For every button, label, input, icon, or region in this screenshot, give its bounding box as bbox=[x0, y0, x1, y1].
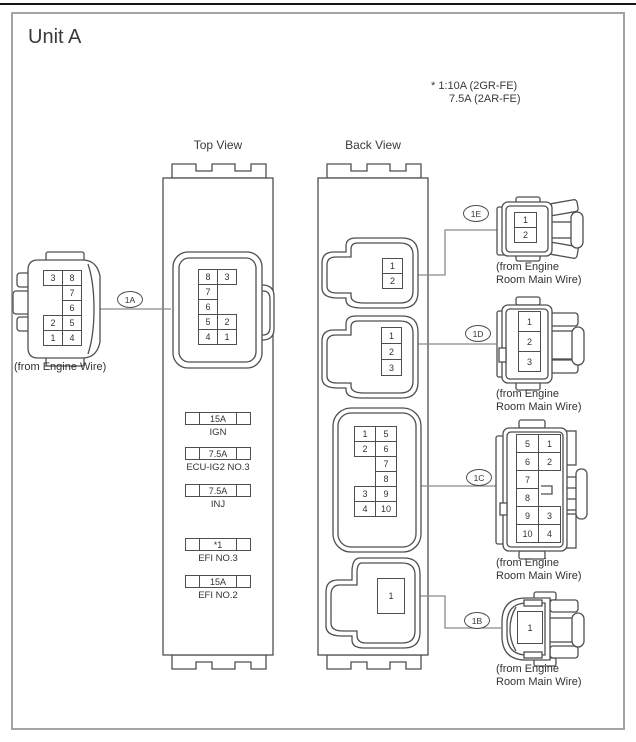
pin-8: 8 bbox=[516, 488, 539, 507]
fuse-terminal bbox=[186, 539, 200, 550]
pin-grid-back-1c bbox=[354, 426, 396, 516]
callout-1e: 1E bbox=[463, 205, 489, 222]
pin-4: 4 bbox=[538, 524, 561, 543]
pin-7: 7 bbox=[198, 284, 218, 300]
pin-6: 6 bbox=[516, 452, 539, 471]
caption-line: (from Engine bbox=[496, 663, 559, 675]
pin-8: 8 bbox=[62, 270, 82, 286]
caption-line: (from Engine bbox=[496, 261, 559, 273]
pin-2: 2 bbox=[381, 343, 402, 360]
note-line-1: * 1:10A (2GR-FE) bbox=[431, 80, 518, 92]
pin-5: 5 bbox=[198, 314, 218, 330]
fuse-rating: 15A bbox=[209, 413, 226, 424]
caption-engine-room-1d bbox=[496, 388, 582, 414]
pin-1: 1 bbox=[217, 329, 237, 345]
caption-line: Room Main Wire) bbox=[496, 570, 582, 582]
caption-line: Room Main Wire) bbox=[496, 274, 582, 286]
fuse-rating: 7.5A bbox=[208, 448, 228, 459]
back-view-label: Back View bbox=[345, 138, 401, 152]
pin-1: 1 bbox=[517, 611, 543, 644]
pin-1: 1 bbox=[43, 330, 63, 346]
pin-grid-back-1b bbox=[377, 578, 404, 613]
caption-engine-room-1c bbox=[496, 557, 582, 583]
callout-1d: 1D bbox=[465, 325, 491, 342]
pin-2: 2 bbox=[43, 315, 63, 331]
pin-grid-back-1d bbox=[381, 327, 401, 375]
pin-1: 1 bbox=[518, 311, 541, 332]
pin-5: 5 bbox=[62, 315, 82, 331]
pin-2: 2 bbox=[518, 331, 541, 352]
pin-grid-top-view-1a bbox=[198, 269, 236, 344]
pin-grid-right-1b bbox=[517, 611, 542, 643]
fuse-rating: *1 bbox=[213, 539, 223, 550]
fuse-ign bbox=[185, 412, 251, 438]
fuse-efi-no2 bbox=[185, 575, 251, 601]
pin-2: 2 bbox=[382, 273, 403, 289]
fuse-terminal bbox=[236, 576, 250, 587]
pin-3: 3 bbox=[217, 269, 237, 285]
fuse-terminal bbox=[186, 576, 200, 587]
pin-3: 3 bbox=[381, 359, 402, 376]
top-view-label: Top View bbox=[193, 138, 243, 152]
caption-engine-wire: (from Engine Wire) bbox=[14, 361, 107, 373]
mate-1b-connector bbox=[502, 592, 584, 666]
pin-grid-back-1e bbox=[382, 258, 402, 288]
note-line-2: 7.5A (2AR-FE) bbox=[449, 93, 521, 105]
fuse-terminal bbox=[236, 539, 250, 550]
pin-6: 6 bbox=[198, 299, 218, 315]
callout-1a: 1A bbox=[117, 291, 143, 308]
pin-10: 10 bbox=[516, 524, 539, 543]
fuse-terminal bbox=[236, 413, 250, 424]
pin-6: 6 bbox=[375, 441, 397, 457]
pin-7: 7 bbox=[516, 470, 539, 489]
pin-1: 1 bbox=[382, 258, 403, 274]
fuse-efi-no3 bbox=[185, 538, 251, 564]
pin-3: 3 bbox=[518, 351, 541, 372]
pin-grid-engine-wire bbox=[43, 270, 81, 345]
fuse-rating: 7.5A bbox=[208, 485, 228, 496]
pin-1: 1 bbox=[377, 578, 405, 614]
pin-2: 2 bbox=[514, 227, 537, 243]
page-title: Unit A bbox=[28, 26, 82, 48]
pin-1: 1 bbox=[381, 327, 402, 344]
caption-line: (from Engine bbox=[496, 388, 559, 400]
pin-grid-right-1c bbox=[516, 434, 560, 542]
caption-engine-room-1e bbox=[496, 261, 582, 287]
fuse-terminal bbox=[186, 413, 200, 424]
pin-1: 1 bbox=[514, 212, 537, 228]
fuse-name: ECU-IG2 NO.3 bbox=[186, 462, 250, 473]
pin-5: 5 bbox=[375, 426, 397, 442]
fuse-terminal bbox=[186, 448, 200, 459]
pin-8: 8 bbox=[375, 471, 397, 487]
pin-6: 6 bbox=[62, 300, 82, 316]
callout-1b: 1B bbox=[464, 612, 490, 629]
fuse-terminal bbox=[236, 485, 250, 496]
fuse-ecu-ig2 bbox=[185, 447, 251, 473]
pin-grid-right-1e bbox=[514, 212, 536, 242]
pin-3: 3 bbox=[43, 270, 63, 286]
fuse-terminal bbox=[186, 485, 200, 496]
fuse-terminal bbox=[236, 448, 250, 459]
pin-1: 1 bbox=[538, 434, 561, 453]
pin-4: 4 bbox=[198, 329, 218, 345]
pin-4: 4 bbox=[62, 330, 82, 346]
fuse-rating: 15A bbox=[209, 576, 226, 587]
pin-9: 9 bbox=[516, 506, 539, 525]
pin-3: 3 bbox=[354, 486, 376, 502]
pin-2: 2 bbox=[538, 452, 561, 471]
fuse-name: INJ bbox=[210, 499, 226, 510]
pin-4: 4 bbox=[354, 501, 376, 517]
pin-2: 2 bbox=[217, 314, 237, 330]
pin-9: 9 bbox=[375, 486, 397, 502]
pin-grid-right-1d bbox=[518, 311, 540, 371]
pin-7: 7 bbox=[375, 456, 397, 472]
caption-engine-room-1b bbox=[496, 663, 582, 689]
caption-line: Room Main Wire) bbox=[496, 401, 582, 413]
fuse-inj bbox=[185, 484, 251, 510]
mate-1e-connector bbox=[497, 197, 583, 261]
pin-10: 10 bbox=[375, 501, 397, 517]
pin-8: 8 bbox=[198, 269, 218, 285]
pin-1: 1 bbox=[354, 426, 376, 442]
pin-5: 5 bbox=[516, 434, 539, 453]
fuse-name: EFI NO.3 bbox=[198, 553, 238, 564]
callout-1c: 1C bbox=[466, 469, 492, 486]
pin-7: 7 bbox=[62, 285, 82, 301]
fuse-name: IGN bbox=[209, 427, 227, 438]
fuse-name: EFI NO.2 bbox=[198, 590, 238, 601]
pin-2: 2 bbox=[354, 441, 376, 457]
caption-line: (from Engine bbox=[496, 557, 559, 569]
pin-3: 3 bbox=[538, 506, 561, 525]
caption-line: Room Main Wire) bbox=[496, 676, 582, 688]
